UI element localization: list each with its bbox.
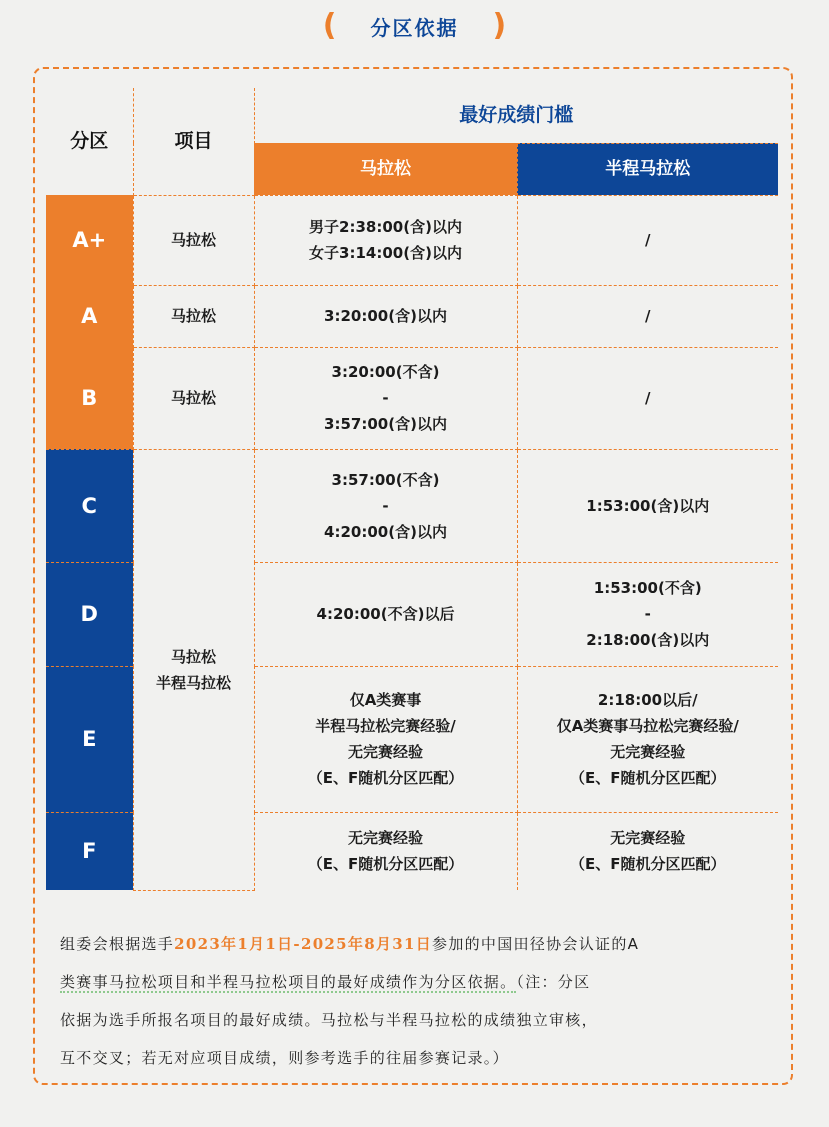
header-half-marathon: 半程马拉松 <box>517 143 778 195</box>
event-cell: 马拉松 <box>133 347 254 449</box>
zone-label: C <box>46 449 133 562</box>
zone-label: F <box>46 812 133 890</box>
header-threshold: 最好成绩门槛 <box>254 88 778 143</box>
event-cell: 马拉松 <box>133 285 254 347</box>
half-threshold: 2:18:00以后/ 仅A类赛事马拉松完赛经验/ 无完赛经验 （E、F随机分区匹配） <box>517 666 778 812</box>
header-event: 项目 <box>133 88 254 195</box>
zone-label: B <box>46 347 133 449</box>
left-paren: ( <box>322 8 337 43</box>
marathon-threshold: 无完赛经验 （E、F随机分区匹配） <box>254 812 517 890</box>
event-cell: 马拉松 <box>133 195 254 285</box>
header-zone: 分区 <box>46 88 133 195</box>
zone-label: D <box>46 562 133 666</box>
header-marathon: 马拉松 <box>254 143 517 195</box>
note-line-3: 依据为选手所报名项目的最好成绩。马拉松与半程马拉松的成绩独立审核， <box>60 1011 598 1029</box>
zone-table <box>46 88 778 891</box>
section-title-text: 分区依据 <box>370 15 459 40</box>
zone-label: E <box>46 666 133 812</box>
underlined-text: 类赛事马拉松项目和半程马拉松项目的最好成绩作为分区依据。 <box>60 973 517 991</box>
zone-label: A+ <box>46 195 133 285</box>
event-cell-merged: 马拉松 半程马拉松 <box>133 449 254 890</box>
right-paren: ) <box>492 8 507 43</box>
date-range: 2023年1月1日-2025年8月31日 <box>174 935 433 953</box>
half-threshold: 1:53:00(含)以内 <box>517 449 778 562</box>
half-threshold: 1:53:00(不含) - 2:18:00(含)以内 <box>517 562 778 666</box>
marathon-threshold: 仅A类赛事 半程马拉松完赛经验/ 无完赛经验 （E、F随机分区匹配） <box>254 666 517 812</box>
half-threshold: 无完赛经验 （E、F随机分区匹配） <box>517 812 778 890</box>
half-threshold: / <box>517 195 778 285</box>
marathon-threshold: 4:20:00(不含)以后 <box>254 562 517 666</box>
zone-label: A <box>46 285 133 347</box>
marathon-threshold: 3:20:00(含)以内 <box>254 285 517 347</box>
marathon-threshold: 3:20:00(不含) - 3:57:00(含)以内 <box>254 347 517 449</box>
half-threshold: / <box>517 285 778 347</box>
marathon-threshold: 3:57:00(不含) - 4:20:00(含)以内 <box>254 449 517 562</box>
marathon-threshold: 男子2:38:00(含)以内 女子3:14:00(含)以内 <box>254 195 517 285</box>
half-threshold: / <box>517 347 778 449</box>
section-title <box>0 4 829 48</box>
note-line-2: 类赛事马拉松项目和半程马拉松项目的最好成绩作为分区依据。（注：分区 <box>60 973 591 991</box>
note-paragraph <box>60 925 772 1077</box>
note-line-1: 组委会根据选手2023年1月1日-2025年8月31日参加的中国田径协会认证的A <box>60 935 640 953</box>
note-line-4: 互不交叉；若无对应项目成绩，则参考选手的往届参赛记录。） <box>60 1049 509 1067</box>
